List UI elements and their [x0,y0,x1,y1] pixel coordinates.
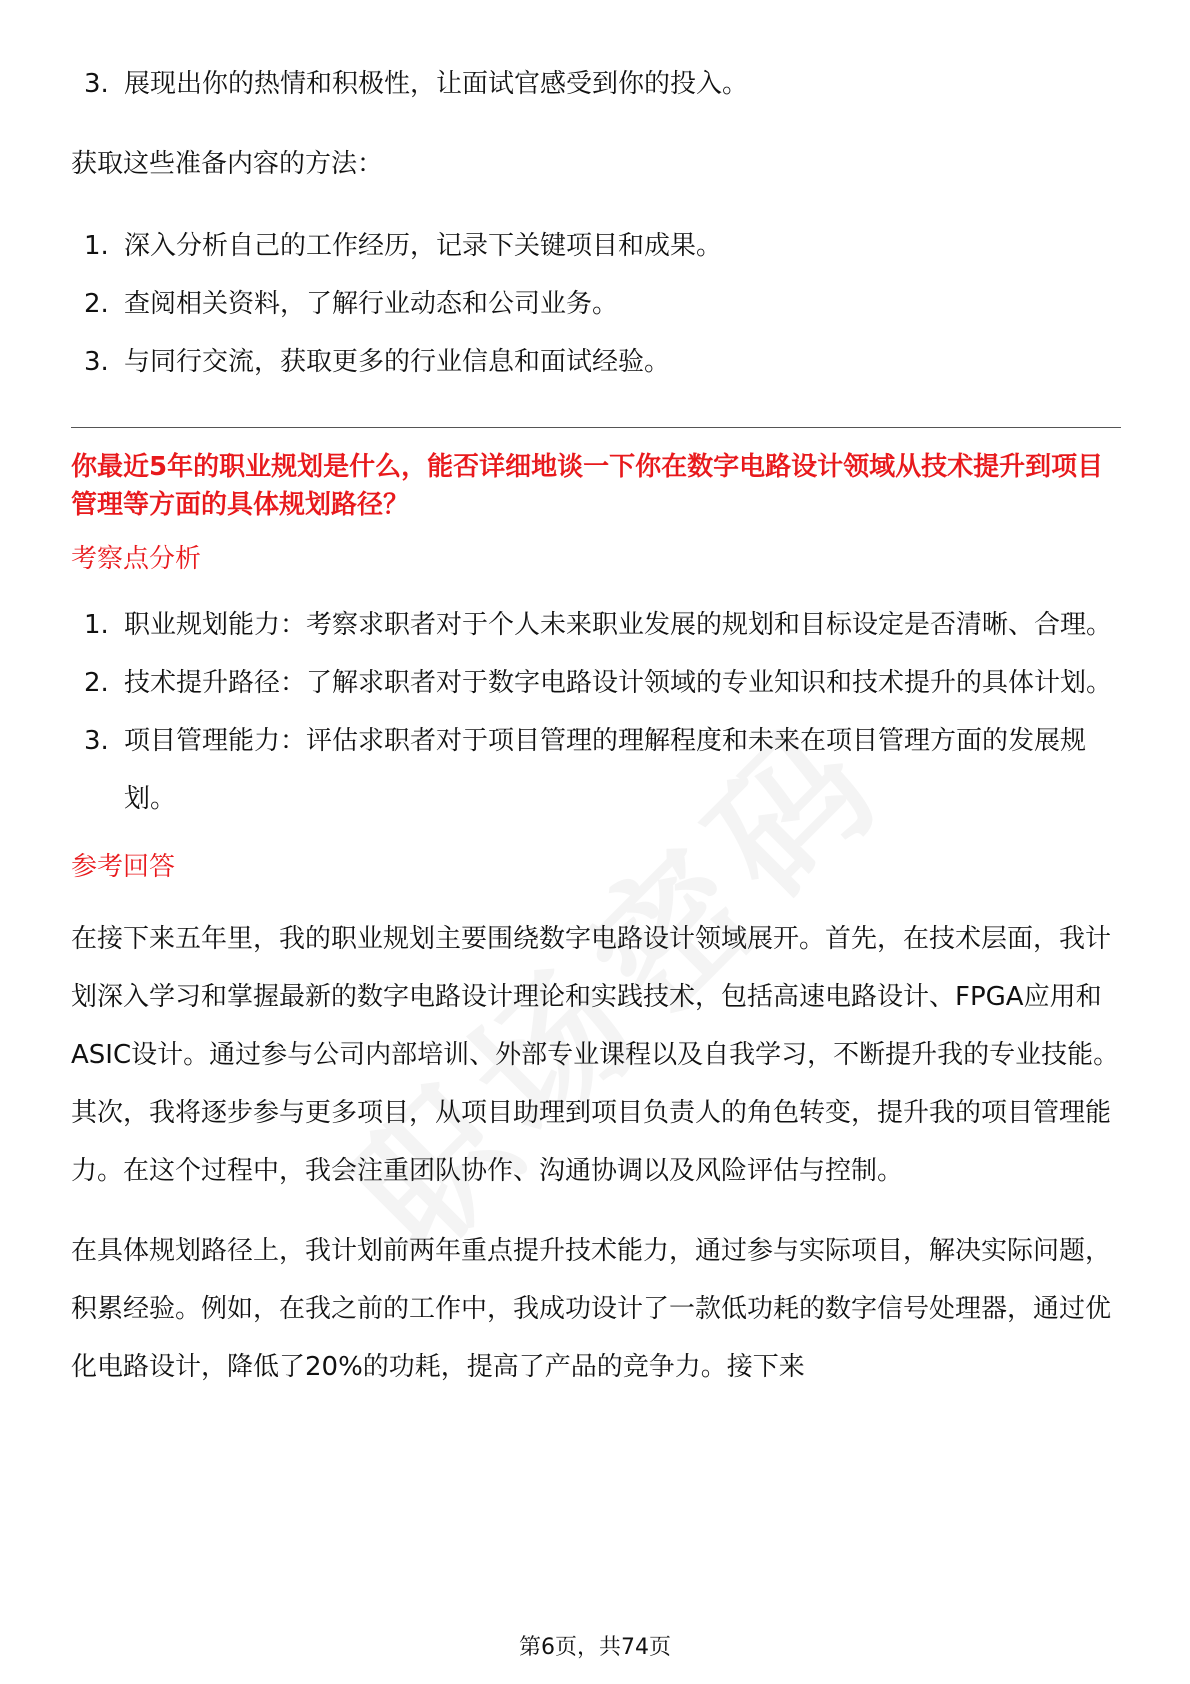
methods-heading: 获取这些准备内容的方法： [71,149,384,179]
list-text: 查阅相关资料，了解行业动态和公司业务。 [124,289,619,319]
section-divider [71,427,1121,428]
list-number: 3. [84,69,109,99]
list-item [71,55,1121,113]
question-heading: 你最近5年的职业规划是什么，能否详细地谈一下你在数字电路设计领域从技术提升到项目管理等方面的具体规划路径？ [71,452,1104,520]
list-number: 3. [84,347,109,377]
list-text: 展现出你的热情和积极性，让面试官感受到你的投入。 [124,69,749,99]
answer-paragraph: 在具体规划路径上，我计划前两年重点提升技术能力，通过参与实际项目，解决实际问题，积累经验。例如，在我之前的工作中，我成功设计了一款低功耗的数字信号处理器，通过优化电路设计，降低了20%的功耗，提高了产品的竞争力。接下来 [71,1236,1112,1382]
list-number: 1. [84,231,109,261]
analysis-heading: 考察点分析 [71,544,202,574]
list-text: 与同行交流，获取更多的行业信息和面试经验。 [124,347,671,377]
list-item [71,275,1121,333]
list-number: 3. [84,726,109,756]
list-item [71,333,1121,391]
list-text: 职业规划能力：考察求职者对于个人未来职业发展的规划和目标设定是否清晰、合理。 [124,610,1113,640]
page-content [71,55,1121,1396]
list-item [71,654,1121,712]
answer-paragraph: 在接下来五年里，我的职业规划主要围绕数字电路设计领域展开。首先，在技术层面，我计划深入学习和掌握最新的数字电路设计理论和实践技术，包括高速电路设计、FPGA应用和ASIC设计。通过参与公司内部培训、外部专业课程以及自我学习，不断提升我的专业技能。其次，我将逐步参与更多项目，从项目助理到项目负责人的角色转变，提升我的项目管理能力。在这个过程中，我会注重团队协作、沟通协调以及风险评估与控制。 [71,924,1120,1186]
list-item [71,712,1121,828]
list-number: 2. [84,289,109,319]
list-number: 2. [84,668,109,698]
list-text: 技术提升路径：了解求职者对于数字电路设计领域的专业知识和技术提升的具体计划。 [124,668,1113,698]
answer-heading: 参考回答 [71,852,176,882]
list-text: 深入分析自己的工作经历，记录下关键项目和成果。 [124,231,723,261]
list-item [71,596,1121,654]
list-number: 1. [84,610,109,640]
list-text: 项目管理能力：评估求职者对于项目管理的理解程度和未来在项目管理方面的发展规划。 [124,726,1087,814]
list-item [71,217,1121,275]
page-footer: 第6页，共74页 [519,1635,671,1660]
analysis-list [71,596,1121,828]
methods-list [71,217,1121,391]
